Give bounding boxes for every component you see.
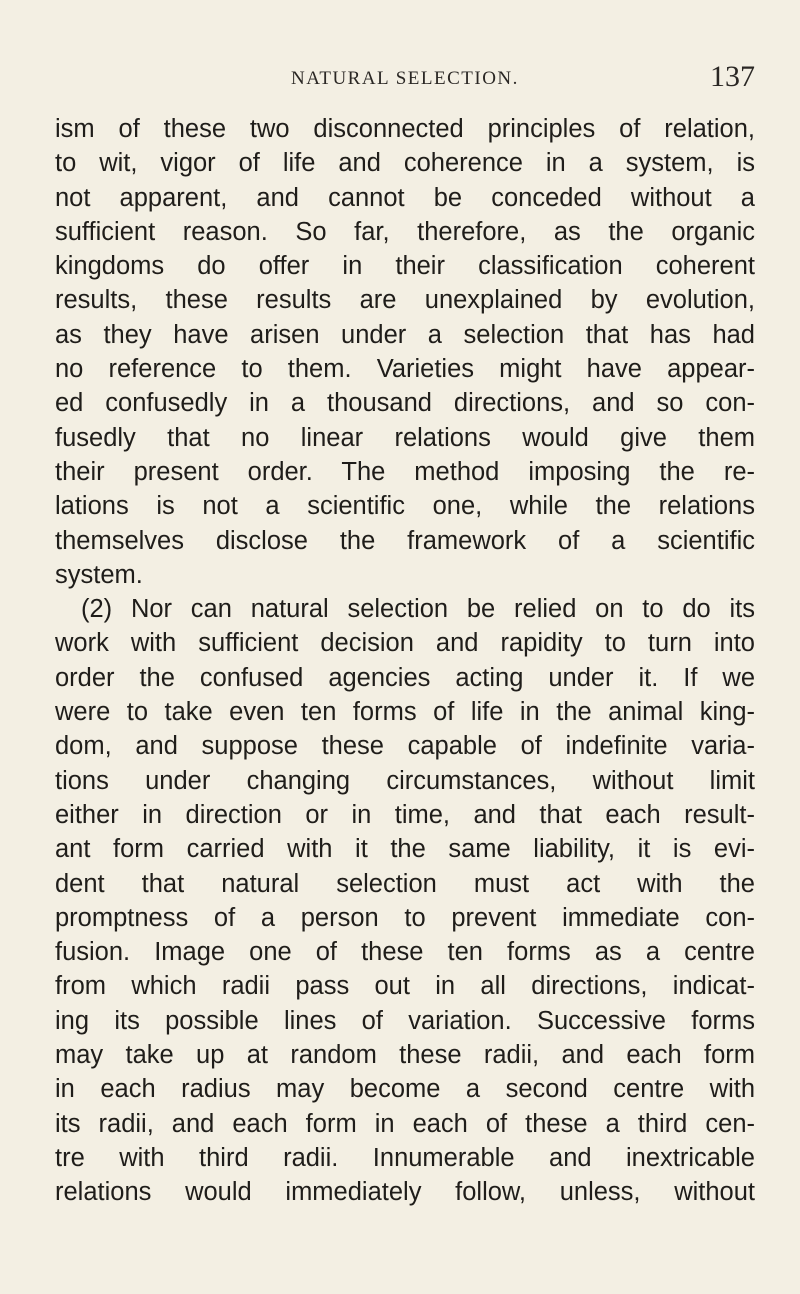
text-line: lations is not a scientific one, while the relations: [55, 492, 755, 521]
text-line: as they have arisen under a selection that has had: [55, 320, 755, 349]
text-line: either in direction or in time, and that each result-: [55, 800, 755, 829]
running-head: [55, 60, 755, 100]
text-line: fusion. Image one of these ten forms as a centre: [55, 938, 755, 967]
text-line: dom, and suppose these capable of indefinite varia-: [55, 732, 755, 761]
text-line: ed confusedly in a thousand directions, and so con-: [55, 389, 755, 418]
text-line: were to take even ten forms of life in the animal king-: [55, 698, 755, 727]
text-line: results, these results are unexplained by evolution,: [55, 286, 755, 315]
text-line: work with sufficient decision and rapidity to turn into: [55, 629, 755, 658]
text-line: relations would immediately follow, unless, without: [55, 1178, 755, 1207]
text-line: kingdoms do offer in their classification coherent: [55, 252, 755, 281]
text-line: not apparent, and cannot be conceded without a: [55, 183, 755, 212]
text-line: ism of these two disconnected principles of relation,: [55, 115, 755, 143]
text-line: sufficient reason. So far, therefore, as the organic: [55, 217, 755, 246]
running-title: NATURAL SELECTION.: [291, 68, 519, 89]
page-number: 137: [710, 60, 755, 93]
text-line: fusedly that no linear relations would give them: [55, 423, 755, 452]
text-line: no reference to them. Varieties might have appear-: [55, 355, 755, 384]
body-text: [55, 112, 755, 1210]
text-line: themselves disclose the framework of a scientific: [55, 526, 755, 555]
text-line: ing its possible lines of variation. Successive forms: [55, 1006, 755, 1035]
text-line: to wit, vigor of life and coherence in a system, is: [55, 149, 755, 178]
text-line: may take up at random these radii, and each form: [55, 1041, 755, 1070]
text-line: ant form carried with it the same liability, it is evi-: [55, 835, 755, 864]
text-line: dent that natural selection must act with the: [55, 869, 755, 898]
text-line: tre with third radii. Innumerable and inextricable: [55, 1143, 755, 1172]
text-line: in each radius may become a second centre with: [55, 1075, 755, 1104]
text-line: their present order. The method imposing the re-: [55, 457, 755, 486]
text-line: from which radii pass out in all directions, indicat-: [55, 972, 755, 1001]
text-line: promptness of a person to prevent immediate con-: [55, 903, 755, 932]
text-line: (2) Nor can natural selection be relied on to do its: [81, 595, 755, 624]
text-line: system.: [55, 560, 143, 589]
text-line: tions under changing circumstances, without limit: [55, 766, 755, 795]
text-line: its radii, and each form in each of these a third cen-: [55, 1109, 755, 1138]
text-line: order the confused agencies acting under it. If we: [55, 663, 755, 692]
